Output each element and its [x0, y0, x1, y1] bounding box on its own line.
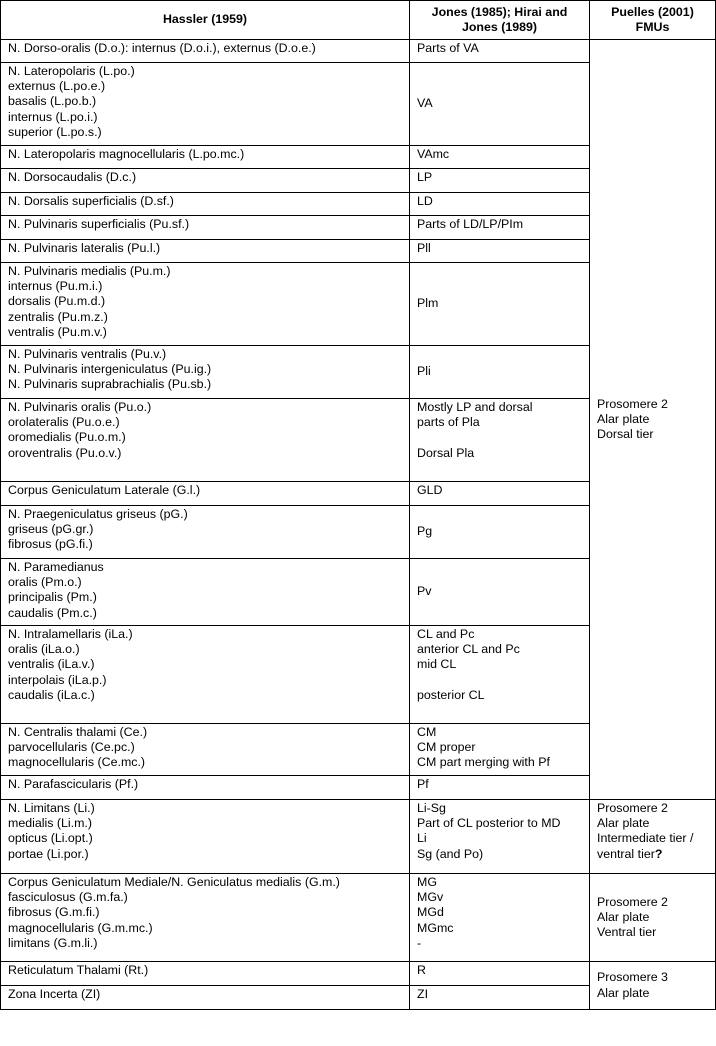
cell-line: Pv: [417, 584, 432, 599]
cell-line: magnocellularis (Ce.mc.): [8, 755, 146, 770]
cell-line: MGmc: [417, 920, 454, 935]
cell-line: posterior CL: [417, 687, 485, 702]
hassler-cell: [1, 399, 410, 482]
cell-line: CM proper: [417, 740, 476, 755]
cell-line: Mostly LP and dorsal: [417, 400, 533, 414]
jones-cell: [410, 63, 590, 146]
header-hassler: Hassler (1959): [1, 1, 410, 40]
jones-cell: [410, 399, 590, 482]
cell-line: N. Pulvinaris suprabrachialis (Pu.sb.): [8, 377, 212, 392]
hassler-cell: [1, 874, 410, 962]
header-puelles: Puelles (2001) FMUs: [590, 1, 716, 40]
table-row: [1, 962, 716, 986]
header-row: [1, 1, 716, 40]
cell-line: N. Pulvinaris medialis (Pu.m.): [8, 264, 171, 278]
cell-line: fibrosus (pG.fi.): [8, 537, 93, 552]
cell-line: oralis (Pm.o.): [8, 575, 82, 590]
cell-line: externus (L.po.e.): [8, 79, 106, 94]
cell-line: MGd: [417, 905, 444, 920]
hassler-cell: [1, 626, 410, 724]
cell-line: Pg: [417, 524, 433, 539]
cell-line: medialis (Li.m.): [8, 816, 92, 831]
cell-line: N. Pulvinaris superficialis (Pu.sf.): [8, 217, 190, 231]
cell-line: Alar plate: [597, 985, 650, 1000]
cell-line: LP: [417, 170, 433, 184]
cell-line: N. Centralis thalami (Ce.): [8, 725, 148, 739]
cell-line: N. Dorso-oralis (D.o.): internus (D.o.i.), externus (D.o.e.): [8, 41, 316, 55]
cell-line: N. Parafascicularis (Pf.): [8, 777, 139, 791]
hassler-cell: [1, 559, 410, 626]
jones-cell: [410, 559, 590, 626]
cell-line: N. Lateropolaris (L.po.): [8, 64, 135, 78]
cell-line: ventralis (iLa.v.): [8, 657, 95, 672]
hassler-cell: [1, 193, 410, 216]
table-row: [1, 40, 716, 63]
cell-line: MG: [417, 875, 437, 889]
cell-line: Pli: [417, 364, 431, 379]
cell-line: opticus (Li.opt.): [8, 831, 93, 846]
fmu-tier-text: ventral tier: [597, 846, 655, 861]
cell-line: N. Pulvinaris lateralis (Pu.l.): [8, 241, 161, 255]
cell-line: Pll: [417, 241, 431, 255]
jones-cell: [410, 506, 590, 559]
jones-cell: [410, 482, 590, 506]
cell-line: internus (Pu.m.i.): [8, 279, 103, 294]
jones-cell: [410, 216, 590, 240]
jones-cell: [410, 146, 590, 169]
cell-line: Dorsal Pla: [417, 445, 475, 460]
cell-line: Intermediate tier /: [597, 831, 694, 846]
hassler-cell: [1, 800, 410, 874]
hassler-cell: [1, 962, 410, 986]
jones-cell: [410, 169, 590, 193]
cell-line: caudalis (Pm.c.): [8, 605, 97, 620]
cell-line: oroventralis (Pu.o.v.): [8, 445, 122, 460]
cell-line: Li-Sg: [417, 801, 446, 815]
cell-line: Pf: [417, 777, 429, 791]
jones-cell: [410, 346, 590, 399]
hassler-cell: [1, 986, 410, 1010]
cell-line: Alar plate: [597, 909, 650, 924]
cell-line: mid CL: [417, 657, 457, 672]
cell-line: Alar plate: [597, 816, 650, 831]
cell-line: zentralis (Pu.m.z.): [8, 309, 108, 324]
hassler-cell: [1, 63, 410, 146]
cell-line: ventralis (Pu.m.v.): [8, 324, 107, 339]
cell-line: Dorsal tier: [597, 427, 654, 442]
cell-line: CL and Pc: [417, 627, 475, 641]
hassler-cell: [1, 146, 410, 169]
cell-line: N. Limitans (Li.): [8, 801, 95, 815]
cell-line: Reticulatum Thalami (Rt.): [8, 963, 149, 977]
jones-cell: [410, 626, 590, 724]
cell-line: N. Lateropolaris magnocellularis (L.po.mc.): [8, 147, 245, 161]
table-row: [1, 874, 716, 962]
cell-line: Prosomere 2: [597, 894, 668, 909]
header-jones: Jones (1985); Hirai and Jones (1989): [410, 1, 590, 40]
cell-line: dorsalis (Pu.m.d.): [8, 294, 106, 309]
hassler-cell: [1, 506, 410, 559]
cell-line: Ventral tier: [597, 925, 657, 940]
hassler-cell: [1, 724, 410, 776]
cell-line: [597, 847, 707, 862]
cell-line: Parts of VA: [417, 41, 479, 55]
cell-line: N. Praegeniculatus griseus (pG.): [8, 507, 188, 521]
cell-line: LD: [417, 194, 433, 208]
cell-line: N. Pulvinaris oralis (Pu.o.): [8, 400, 152, 414]
cell-line: fibrosus (G.m.fi.): [8, 905, 100, 920]
jones-cell: [410, 986, 590, 1010]
cell-line: VA: [417, 96, 433, 111]
hassler-cell: [1, 240, 410, 263]
jones-cell: [410, 962, 590, 986]
cell-line: CM part merging with Pf: [417, 755, 550, 770]
cell-line: Corpus Geniculatum Mediale/N. Geniculatus medialis (G.m.): [8, 875, 340, 889]
uncertainty-mark: ?: [654, 846, 663, 861]
cell-line: Prosomere 2: [597, 396, 668, 411]
cell-line: Sg (and Po): [417, 846, 484, 861]
cell-line: N. Pulvinaris ventralis (Pu.v.): [8, 347, 167, 361]
cell-line: Prosomere 3: [597, 970, 668, 985]
jones-cell: [410, 263, 590, 346]
jones-cell: [410, 776, 590, 800]
cell-line: portae (Li.por.): [8, 846, 89, 861]
cell-line: oralis (iLa.o.): [8, 642, 80, 657]
cell-line: N. Paramedianus: [8, 560, 104, 574]
cell-line: [417, 673, 581, 688]
cell-line: interpolais (iLa.p.): [8, 672, 107, 687]
puelles-fmu-cell: [590, 40, 716, 800]
cell-line: superior (L.po.s.): [8, 124, 102, 139]
jones-cell: [410, 240, 590, 263]
hassler-cell: [1, 40, 410, 63]
table-row: [1, 800, 716, 874]
puelles-fmu-cell: [590, 962, 716, 1010]
puelles-fmu-cell: [590, 800, 716, 874]
cell-line: ZI: [417, 987, 429, 1001]
jones-cell: [410, 40, 590, 63]
hassler-cell: [1, 263, 410, 346]
cell-line: R: [417, 963, 426, 977]
cell-line: griseus (pG.gr.): [8, 522, 94, 537]
cell-line: orolateralis (Pu.o.e.): [8, 415, 120, 430]
cell-line: basalis (L.po.b.): [8, 94, 97, 109]
jones-cell: [410, 193, 590, 216]
cell-line: N. Pulvinaris intergeniculatus (Pu.ig.): [8, 362, 212, 377]
cell-line: N. Dorsalis superficialis (D.sf.): [8, 194, 174, 208]
hassler-cell: [1, 216, 410, 240]
cell-line: N. Dorsocaudalis (D.c.): [8, 170, 137, 184]
hassler-cell: [1, 169, 410, 193]
jones-cell: [410, 724, 590, 776]
cell-line: Li: [417, 831, 427, 846]
cell-line: Zona Incerta (ZI): [8, 987, 101, 1001]
cell-line: VAmc: [417, 147, 450, 161]
cell-line: N. Intralamellaris (iLa.): [8, 627, 133, 641]
hassler-cell: [1, 482, 410, 506]
cell-line: Prosomere 2: [597, 801, 668, 815]
cell-line: -: [417, 935, 422, 950]
cell-line: Plm: [417, 296, 439, 311]
table-body: [1, 40, 716, 1010]
cell-line: GLD: [417, 483, 443, 497]
puelles-fmu-cell: [590, 874, 716, 962]
cell-line: parvocellularis (Ce.pc.): [8, 740, 135, 755]
cell-line: magnocellularis (G.m.mc.): [8, 920, 153, 935]
hassler-cell: [1, 776, 410, 800]
cell-line: Alar plate: [597, 411, 650, 426]
cell-line: [417, 430, 581, 445]
cell-line: oromedialis (Pu.o.m.): [8, 430, 126, 445]
cell-line: Corpus Geniculatum Laterale (G.l.): [8, 483, 201, 497]
cell-line: limitans (G.m.li.): [8, 935, 98, 950]
cell-line: MGv: [417, 890, 444, 905]
jones-cell: [410, 800, 590, 874]
hassler-cell: [1, 346, 410, 399]
cell-line: internus (L.po.i.): [8, 109, 98, 124]
cell-line: parts of Pla: [417, 415, 480, 430]
cell-line: anterior CL and Pc: [417, 642, 520, 657]
cell-line: CM: [417, 725, 437, 739]
jones-cell: [410, 874, 590, 962]
cell-line: caudalis (iLa.c.): [8, 687, 95, 702]
cell-line: fasciculosus (G.m.fa.): [8, 890, 128, 905]
cell-line: Part of CL posterior to MD: [417, 816, 561, 831]
cell-line: Parts of LD/LP/PIm: [417, 217, 524, 231]
cell-line: principalis (Pm.): [8, 590, 97, 605]
